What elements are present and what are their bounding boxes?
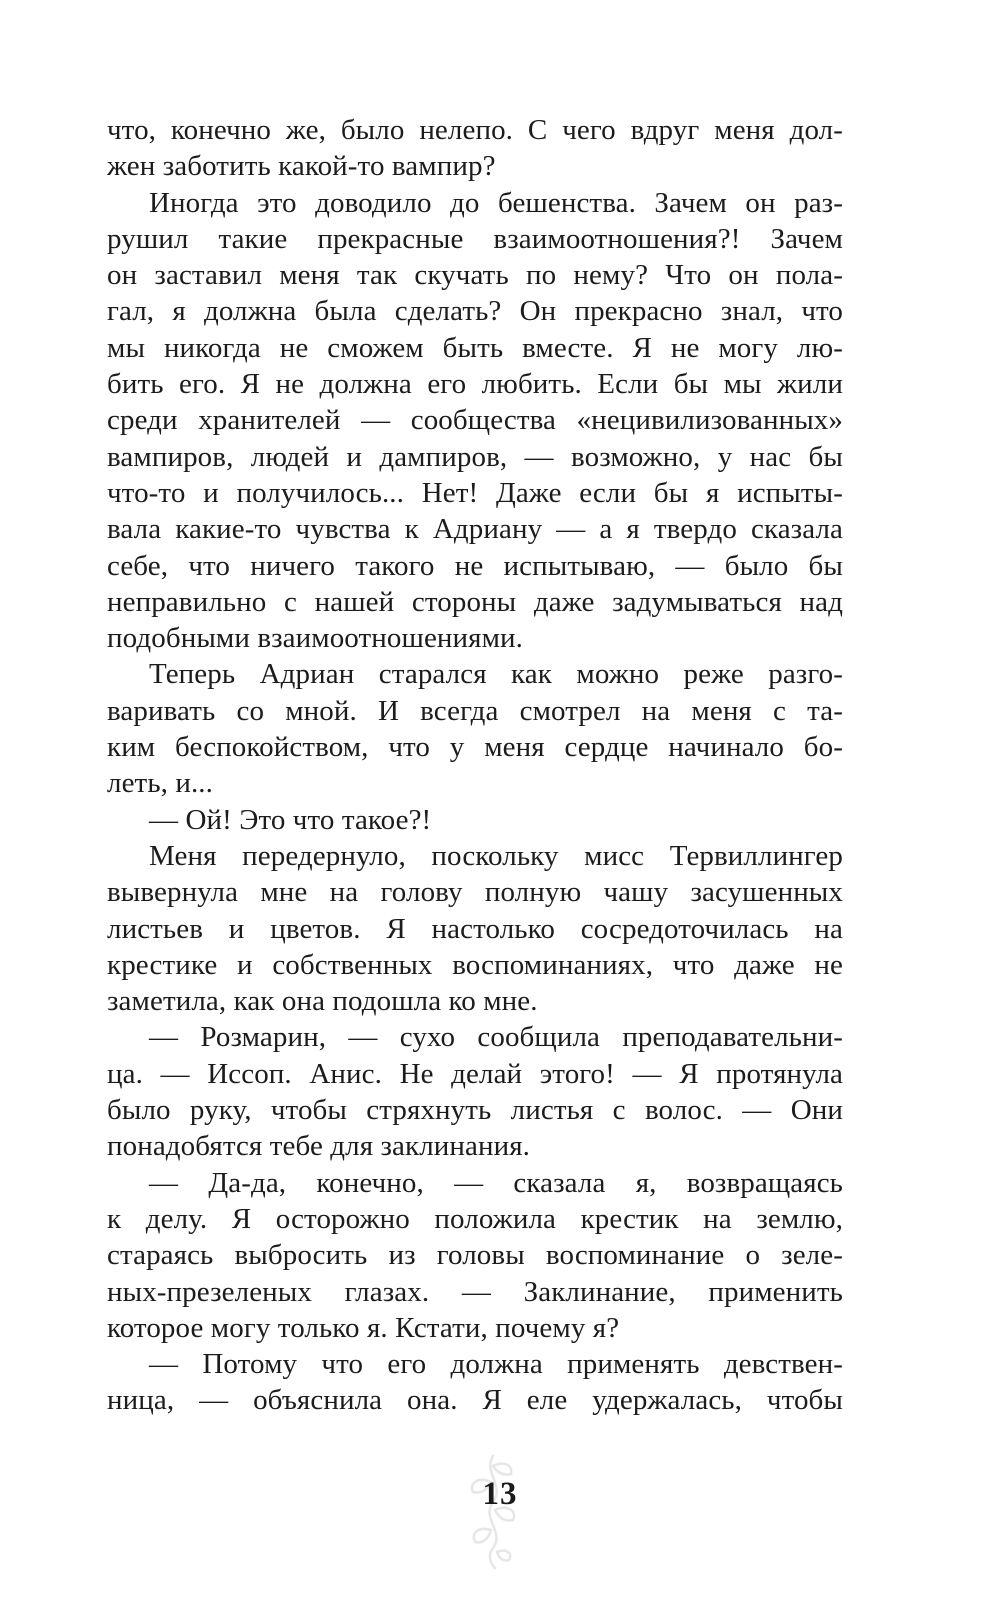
text-line: Меня передернуло, поскольку мисс Тервиллингер: [149, 839, 843, 872]
text-line: — Потому что его должна применять девствен-: [149, 1348, 843, 1381]
text-line: леть, и...: [107, 767, 214, 800]
body-text: [107, 112, 843, 1419]
text-line: что-то и получилось... Нет! Даже если бы я испыты-: [107, 476, 843, 509]
text-line: было руку, чтобы стряхнуть листья с волос. — Они: [107, 1094, 843, 1127]
text-line: крестике и собственных воспоминаниях, что даже не: [107, 948, 843, 981]
text-line: заметила, как она подошла ко мне.: [107, 985, 538, 1018]
text-line: стараясь выбросить из головы воспоминание о зеле-: [107, 1239, 843, 1272]
page-number-container: [0, 1476, 1000, 1513]
text-line: — Розмарин, — сухо сообщила преподавательни-: [149, 1021, 843, 1054]
text-line: гал, я должна была сделать? Он прекрасно знал, что: [107, 295, 843, 328]
text-line: вампиров, людей и дампиров, — возможно, у нас бы: [107, 440, 843, 473]
text-line: — Да-да, конечно, — сказала я, возвращаясь: [149, 1166, 843, 1199]
text-line: Теперь Адриан старался как можно реже разго-: [149, 658, 843, 691]
text-line: рушил такие прекрасные взаимоотношения?! Зачем: [107, 222, 843, 255]
text-line: варивать со мной. И всегда смотрел на меня с та-: [107, 694, 843, 727]
text-line: ким беспокойством, что у меня сердце начинало бо-: [107, 731, 843, 764]
text-line: подобными взаимоотношениями.: [107, 622, 524, 655]
text-line: вывернула мне на голову полную чашу засушенных: [107, 876, 843, 909]
text-line: ца. — Иссоп. Анис. Не делай этого! — Я протянула: [107, 1057, 843, 1090]
text-line: листьев и цветов. Я настолько сосредоточилась на: [107, 912, 843, 945]
page-number: 13: [482, 1476, 518, 1512]
text-line: неправильно с нашей стороны даже задумываться над: [107, 585, 843, 618]
text-line: вала какие-то чувства к Адриану — а я твердо сказала: [107, 513, 843, 546]
text-line: мы никогда не сможем быть вместе. Я не могу лю-: [107, 331, 843, 364]
text-line: понадобятся тебе для заклинания.: [107, 1130, 531, 1163]
text-line: он заставил меня так скучать по нему? Что он пола-: [107, 259, 843, 292]
text-line: ных-презеленых глазах. — Заклинание, применить: [107, 1275, 843, 1308]
text-line: — Ой! Это что такое?!: [149, 803, 432, 836]
text-line: жен заботить какой-то вампир?: [107, 150, 496, 183]
text-line: Иногда это доводило до бешенства. Зачем он раз-: [149, 186, 843, 219]
text-line: среди хранителей — сообщества «нецивилизованных»: [107, 404, 843, 437]
text-line: которое могу только я. Кстати, почему я?: [107, 1311, 620, 1344]
text-line: ница, — объяснила она. Я еле удержалась, чтобы: [107, 1384, 843, 1417]
text-line: к делу. Я осторожно положила крестик на землю,: [107, 1202, 843, 1235]
text-line: себе, что ничего такого не испытываю, — было бы: [107, 549, 843, 582]
text-line: что, конечно же, было нелепо. С чего вдруг меня дол-: [107, 114, 843, 146]
text-line: бить его. Я не должна его любить. Если бы мы жили: [107, 368, 843, 401]
